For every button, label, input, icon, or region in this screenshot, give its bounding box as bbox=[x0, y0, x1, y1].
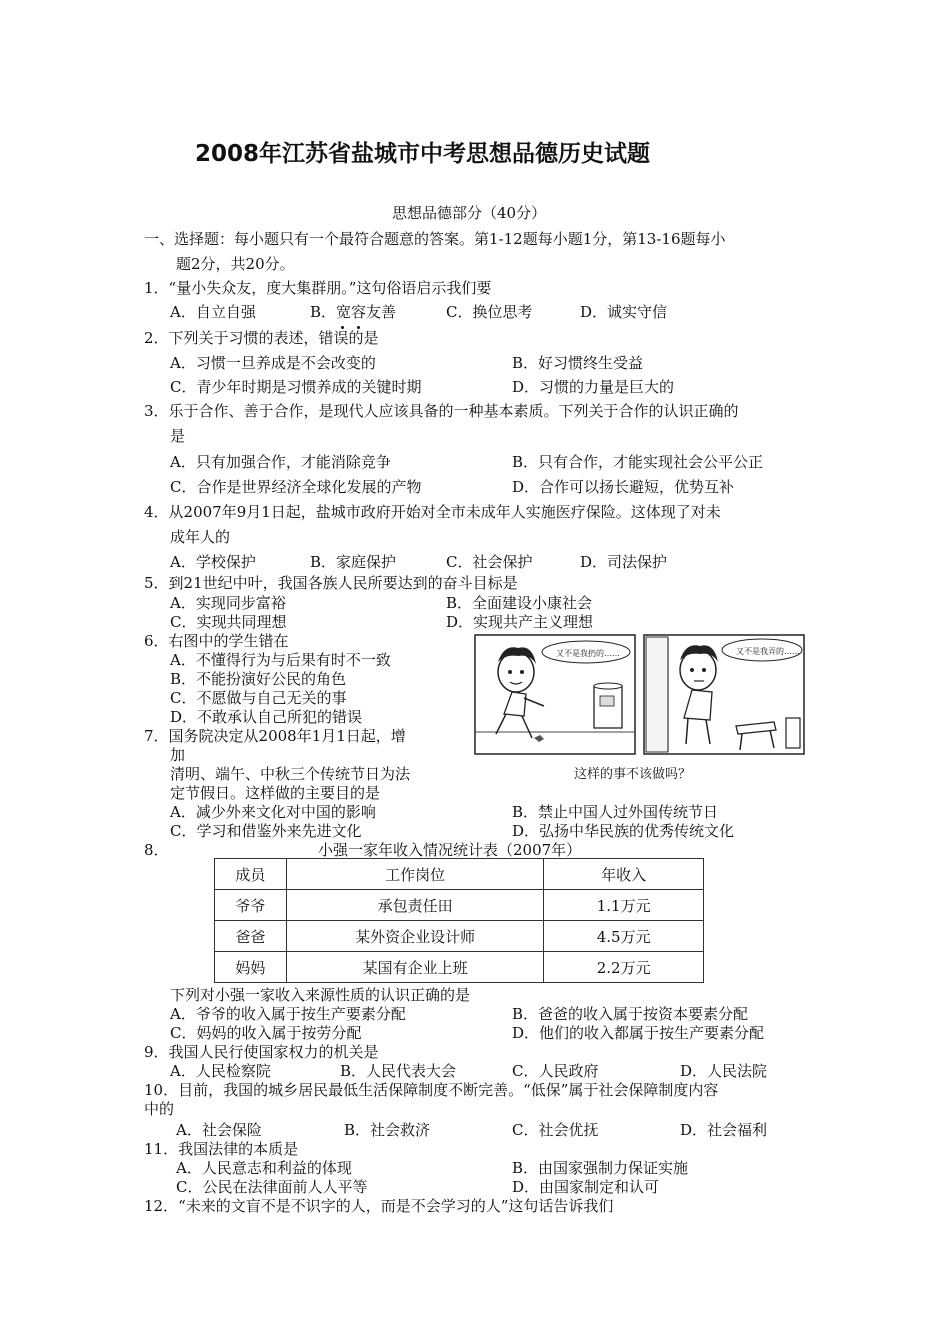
q5-option-a[interactable]: A．实现同步富裕 bbox=[170, 594, 286, 612]
table-cell: 某外资企业设计师 bbox=[286, 921, 543, 952]
q4-option-d[interactable]: D．司法保护 bbox=[580, 553, 668, 571]
q9-option-c[interactable]: C．人民政府 bbox=[512, 1062, 599, 1080]
q10-option-d[interactable]: D．社会福利 bbox=[680, 1121, 768, 1139]
q7-stem-line3: 清明、端午、中秋三个传统节日为法 bbox=[170, 765, 411, 783]
q2-option-c[interactable]: C．青少年时期是习惯养成的关键时期 bbox=[170, 378, 422, 396]
q3-option-b[interactable]: B．只有合作，才能实现社会公平公正 bbox=[512, 453, 764, 471]
cartoon-caption: 这样的事不该做吗？ bbox=[574, 767, 692, 782]
q4-option-a[interactable]: A．学校保护 bbox=[170, 553, 256, 571]
q11-stem: 11．我国法律的本质是 bbox=[144, 1140, 299, 1158]
income-table bbox=[214, 858, 704, 983]
q1-stem: 1．“量小失众友，度大集群朋。”这句俗语启示我们要 bbox=[144, 279, 492, 297]
q10-stem: 10．目前，我国的城乡居民最低生活保障制度不断完善。“低保”属于社会保障制度内容 bbox=[144, 1081, 719, 1099]
table-cell: 4.5万元 bbox=[544, 921, 704, 952]
q3-option-c[interactable]: C．合作是世界经济全球化发展的产物 bbox=[170, 478, 422, 496]
q2-option-a[interactable]: A．习惯一旦养成是不会改变的 bbox=[170, 354, 376, 372]
q9-stem: 9．我国人民行使国家权力的机关是 bbox=[144, 1043, 379, 1061]
q11-option-a[interactable]: A．人民意志和利益的体现 bbox=[176, 1159, 352, 1177]
q3-option-d[interactable]: D．合作可以扬长避短，优势互补 bbox=[512, 478, 735, 496]
q2-stem: 2．下列关于习惯的表述，错误的是 bbox=[144, 329, 379, 347]
q11-option-b[interactable]: B．由国家强制力保证实施 bbox=[512, 1159, 689, 1177]
q1-option-c[interactable]: C．换位思考 bbox=[446, 303, 533, 321]
table-row bbox=[215, 921, 704, 952]
q12-stem: 12．“未来的文盲不是不识字的人，而是不会学习的人”这句话告诉我们 bbox=[144, 1197, 614, 1215]
q10-option-a[interactable]: A．社会保险 bbox=[176, 1121, 262, 1139]
q7-option-a[interactable]: A．减少外来文化对中国的影响 bbox=[170, 803, 376, 821]
q1-option-d[interactable]: D．诚实守信 bbox=[580, 303, 668, 321]
income-table-title: 小强一家年收入情况统计表（2007年） bbox=[318, 841, 582, 859]
q3-option-a[interactable]: A．只有加强合作，才能消除竞争 bbox=[170, 453, 391, 471]
q8-option-a[interactable]: A．爷爷的收入属于按生产要素分配 bbox=[170, 1005, 406, 1023]
q7-option-d[interactable]: D．弘扬中华民族的优秀传统文化 bbox=[512, 822, 735, 840]
q7-stem-line4: 定节假日。这样做的主要目的是 bbox=[170, 784, 381, 802]
q6-option-d[interactable]: D．不敢承认自己所犯的错误 bbox=[170, 708, 363, 726]
bubble-left-text: 又不是我扔的…… bbox=[556, 649, 620, 658]
q5-option-c[interactable]: C．实现共同理想 bbox=[170, 613, 287, 631]
table-header-cell: 年收入 bbox=[544, 859, 704, 890]
q8-option-b[interactable]: B．爸爸的收入属于按资本要素分配 bbox=[512, 1005, 749, 1023]
q5-stem: 5．到21世纪中叶，我国各族人民所要达到的奋斗目标是 bbox=[144, 574, 518, 592]
q2-option-d[interactable]: D．习惯的力量是巨大的 bbox=[512, 378, 675, 396]
q8-stem: 下列对小强一家收入来源性质的认识正确的是 bbox=[170, 986, 471, 1004]
q4-option-c[interactable]: C．社会保护 bbox=[446, 553, 533, 571]
table-row bbox=[215, 890, 704, 921]
q11-option-d[interactable]: D．由国家制定和认可 bbox=[512, 1178, 660, 1196]
table-header-cell: 成员 bbox=[215, 859, 287, 890]
q10-stem-cont: 中的 bbox=[144, 1100, 175, 1118]
q1-option-b[interactable]: B．宽容友善 bbox=[310, 303, 397, 321]
table-header-row bbox=[215, 859, 704, 890]
table-cell: 某国有企业上班 bbox=[286, 952, 543, 983]
q9-option-a[interactable]: A．人民检察院 bbox=[170, 1062, 271, 1080]
q5-option-d[interactable]: D．实现共产主义理想 bbox=[446, 613, 594, 631]
q4-stem-cont: 成年人的 bbox=[170, 528, 231, 546]
q8-option-d[interactable]: D．他们的收入都属于按生产要素分配 bbox=[512, 1024, 765, 1042]
q6-stem: 6．右图中的学生错在 bbox=[144, 632, 289, 650]
q4-option-b[interactable]: B．家庭保护 bbox=[310, 553, 397, 571]
q6-option-a[interactable]: A．不懂得行为与后果有时不一致 bbox=[170, 651, 391, 669]
q2-option-b[interactable]: B．好习惯终生受益 bbox=[512, 354, 644, 372]
table-cell: 承包责任田 bbox=[286, 890, 543, 921]
q8-option-c[interactable]: C．妈妈的收入属于按劳分配 bbox=[170, 1024, 362, 1042]
bubble-right-text: 又不是我弄的…… bbox=[736, 647, 800, 656]
q9-option-b[interactable]: B．人民代表大会 bbox=[340, 1062, 457, 1080]
q11-option-c[interactable]: C．公民在法律面前人人平等 bbox=[176, 1178, 368, 1196]
page-title: 2008年江苏省盐城市中考思想品德历史试题 bbox=[195, 141, 651, 167]
q7-option-b[interactable]: B．禁止中国人过外国传统节日 bbox=[512, 803, 719, 821]
table-cell: 爸爸 bbox=[215, 921, 287, 952]
q7-option-c[interactable]: C．学习和借鉴外来先进文化 bbox=[170, 822, 362, 840]
q6-option-c[interactable]: C．不愿做与自己无关的事 bbox=[170, 689, 347, 707]
instructions-line1: 一、选择题：每小题只有一个最符合题意的答案。第1-12题每小题1分，第13-16题每小 bbox=[144, 230, 726, 248]
table-cell: 爷爷 bbox=[215, 890, 287, 921]
q10-option-c[interactable]: C．社会优抚 bbox=[512, 1121, 599, 1139]
section-heading: 思想品德部分（40分） bbox=[392, 204, 547, 222]
q3-stem-cont: 是 bbox=[170, 427, 186, 445]
cartoon-illustration bbox=[474, 634, 806, 764]
q7-stem: 7．国务院决定从2008年1月1日起，增 bbox=[144, 727, 406, 745]
table-row bbox=[215, 952, 704, 983]
q1-option-a[interactable]: A．自立自强 bbox=[170, 303, 256, 321]
q6-option-b[interactable]: B．不能扮演好公民的角色 bbox=[170, 670, 347, 688]
table-header-cell: 工作岗位 bbox=[286, 859, 543, 890]
instructions-line2: 题2分，共20分。 bbox=[176, 255, 295, 273]
q5-option-b[interactable]: B．全面建设小康社会 bbox=[446, 594, 593, 612]
q3-stem: 3．乐于合作、善于合作，是现代人应该具备的一种基本素质。下列关于合作的认识正确的 bbox=[144, 402, 739, 420]
table-cell: 妈妈 bbox=[215, 952, 287, 983]
q7-stem-cont: 加 bbox=[170, 746, 186, 764]
q8-number: 8． bbox=[144, 841, 169, 859]
q4-stem: 4．从2007年9月1日起，盐城市政府开始对全市未成年人实施医疗保险。这体现了对未 bbox=[144, 503, 721, 521]
table-cell: 2.2万元 bbox=[544, 952, 704, 983]
q10-option-b[interactable]: B．社会救济 bbox=[344, 1121, 431, 1139]
q9-option-d[interactable]: D．人民法院 bbox=[680, 1062, 768, 1080]
table-cell: 1.1万元 bbox=[544, 890, 704, 921]
